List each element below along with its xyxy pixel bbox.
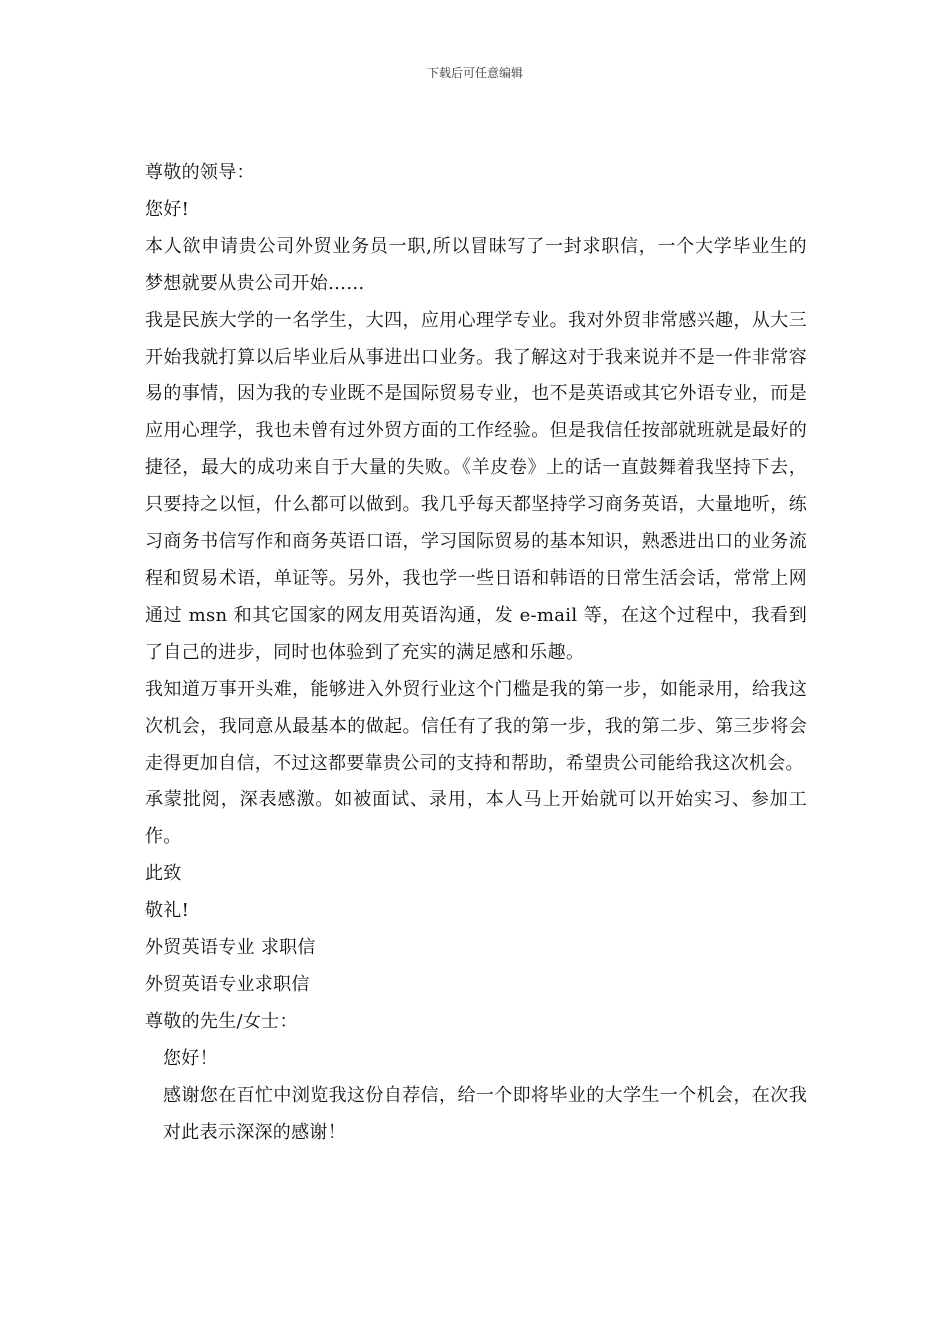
second-salutation: 尊敬的先生/女士： <box>145 1010 298 1032</box>
page-header-note: 下载后可任意编辑 <box>426 66 523 80</box>
salutation: 尊敬的领导： <box>145 162 255 183</box>
second-letter-title: 外贸英语专业求职信 <box>145 973 310 995</box>
letter-body <box>145 155 807 1151</box>
background-paragraph: 我是民族大学的一名学生，大四，应用心理学专业。我对外贸非常感兴趣，从大三开始我就打算以后毕业后从事进出口业务。我了解这对于我来说并不是一件非常容易的事情，因为我的专业既不是国际贸易专业，也不是英语或其它外语专业，而是应用心理学，我也未曾有过外贸方面的工作经验。但是我信任按部就班就是最好的捷径，最大的成功来自于大量的失败。《羊皮卷》上的话一直鼓舞着我坚持下去，只要持之以恒，什么都可以做到。我几乎每天都坚持学习商务英语，大量地听，练习商务书信写作和商务英语口语，学习国际贸易的基本知识，熟悉进出口的业务流程和贸易术语，单证等。另外，我也学一些日语和韩语的日常生活会话，常常上网通过 msn 和其它国家的网友用英语沟通，发 e-mail 等，在这个过程中，我看到了自己的进步，同时也体验到了充实的满足感和乐趣。 <box>145 309 807 663</box>
sign-off-line-2: 敬礼! <box>145 900 190 922</box>
closing-paragraph: 承蒙批阅，深表感激。如被面试、录用，本人马上开始就可以开始实习、参加工作。 <box>145 789 807 848</box>
greeting: 您好! <box>145 198 190 220</box>
second-greeting: 您好！ <box>163 1047 218 1069</box>
sign-off-line-1: 此致 <box>145 863 182 885</box>
section-title: 外贸英语专业 求职信 <box>145 937 316 959</box>
intro-paragraph: 本人欲申请贵公司外贸业务员一职,所以冒昧写了一封求职信，一个大学毕业生的梦想就要从贵公司开始…… <box>145 235 807 294</box>
motivation-paragraph: 我知道万事开头难，能够进入外贸行业这个门槛是我的第一步，如能录用，给我这次机会，我同意从最基本的做起。信任有了我的第一步，我的第二步、第三步将会走得更加自信，不过这都要靠贵公司的支持和帮助，希望贵公司能给我这次机会。 <box>145 678 807 774</box>
thanks-paragraph: 感谢您在百忙中浏览我这份自荐信，给一个即将毕业的大学生一个机会，在次我对此表示深深的感谢！ <box>163 1084 807 1143</box>
